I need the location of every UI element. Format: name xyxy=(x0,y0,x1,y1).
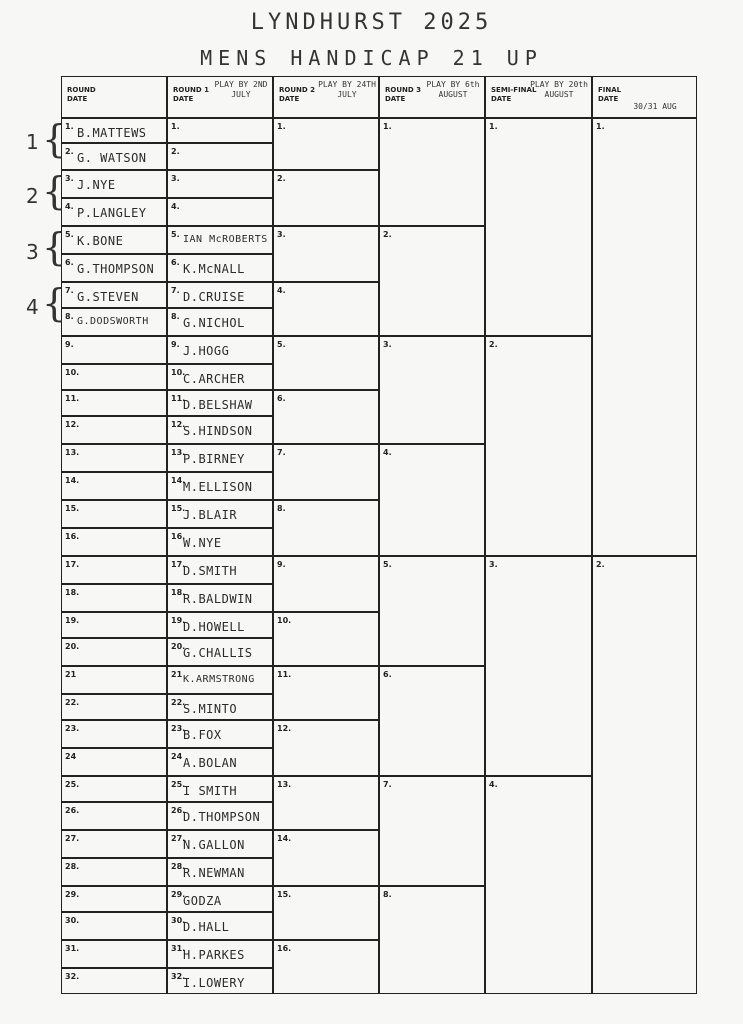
player-name: G.THOMPSON xyxy=(77,262,155,276)
slot-number: 17. xyxy=(65,560,80,569)
group-label: 4 xyxy=(26,295,39,319)
slot-number: 6. xyxy=(171,258,180,267)
player-name: N.GALLON xyxy=(183,838,245,852)
slot-number: 22. xyxy=(65,698,80,707)
slot-number: 13. xyxy=(65,448,80,457)
slot-number: 11. xyxy=(277,670,292,679)
player-name: M.ELLISON xyxy=(183,480,253,494)
page-title: LYNDHURST 2025 xyxy=(250,10,493,35)
player-slot[interactable] xyxy=(61,748,167,776)
player-name: G. WATSON xyxy=(77,151,147,165)
slot-number: 9. xyxy=(65,340,74,349)
match-slot[interactable] xyxy=(379,226,485,336)
slot-number: 11. xyxy=(171,394,186,403)
column-header-label: ROUND DATE xyxy=(67,86,96,103)
slot-number: 2. xyxy=(383,230,392,239)
match-slot[interactable] xyxy=(273,390,379,444)
player-name: H.PARKES xyxy=(183,948,245,962)
slot-number: 10. xyxy=(65,368,80,377)
column-header-label: ROUND 2 DATE xyxy=(279,86,316,103)
slot-number: 26. xyxy=(171,806,186,815)
column-header-label: ROUND 1 DATE xyxy=(173,86,210,103)
player-name: K.McNALL xyxy=(183,262,245,276)
player-slot[interactable] xyxy=(167,198,273,226)
player-name: K.ARMSTRONG xyxy=(183,674,255,685)
slot-number: 16. xyxy=(277,944,292,953)
player-name: I SMITH xyxy=(183,784,238,798)
slot-number: 1. xyxy=(65,122,74,131)
slot-number: 12. xyxy=(171,420,186,429)
slot-number: 7. xyxy=(65,286,74,295)
slot-number: 4. xyxy=(383,448,392,457)
slot-number: 32. xyxy=(65,972,80,981)
group-label: 3 xyxy=(26,240,39,264)
slot-number: 31. xyxy=(65,944,80,953)
match-slot[interactable] xyxy=(273,556,379,612)
player-name: GODZA xyxy=(183,894,222,908)
match-slot[interactable] xyxy=(379,776,485,886)
match-slot[interactable] xyxy=(273,170,379,226)
group-label: 2 xyxy=(26,184,39,208)
slot-number: 3. xyxy=(383,340,392,349)
player-name: IAN McROBERTS xyxy=(183,234,268,245)
match-slot[interactable] xyxy=(485,336,592,556)
slot-number: 4. xyxy=(277,286,286,295)
player-name: R.NEWMAN xyxy=(183,866,245,880)
slot-number: 28. xyxy=(65,862,80,871)
match-slot[interactable] xyxy=(273,336,379,390)
slot-number: 13. xyxy=(277,780,292,789)
slot-number: 27. xyxy=(65,834,80,843)
play-by-label: PLAY BY 24TH JULY xyxy=(318,80,376,99)
column-header-label: SEMI-FINAL DATE xyxy=(491,86,537,103)
slot-number: 9. xyxy=(171,340,180,349)
player-name: J.HOGG xyxy=(183,344,230,358)
player-slot[interactable] xyxy=(61,666,167,694)
slot-number: 3. xyxy=(171,174,180,183)
slot-number: 18. xyxy=(171,588,186,597)
slot-number: 9. xyxy=(277,560,286,569)
player-name: I.LOWERY xyxy=(183,976,245,990)
slot-number: 6. xyxy=(65,258,74,267)
match-slot[interactable] xyxy=(592,118,697,556)
match-slot[interactable] xyxy=(485,556,592,776)
slot-number: 28. xyxy=(171,862,186,871)
slot-number: 2. xyxy=(171,147,180,156)
slot-number: 5. xyxy=(383,560,392,569)
player-slot[interactable] xyxy=(61,336,167,364)
match-slot[interactable] xyxy=(379,444,485,556)
slot-number: 24 xyxy=(65,752,77,761)
player-name: R.BALDWIN xyxy=(183,592,253,606)
slot-number: 32. xyxy=(171,972,186,981)
player-name: D.HALL xyxy=(183,920,230,934)
player-name: G.DODSWORTH xyxy=(77,316,149,327)
slot-number: 18. xyxy=(65,588,80,597)
play-by-label: PLAY BY 6th AUGUST xyxy=(426,80,480,99)
slot-number: 20. xyxy=(171,642,186,651)
match-slot[interactable] xyxy=(379,666,485,776)
slot-number: 23. xyxy=(65,724,80,733)
slot-number: 6. xyxy=(383,670,392,679)
slot-number: 2. xyxy=(65,147,74,156)
slot-number: 13. xyxy=(171,448,186,457)
slot-number: 7. xyxy=(277,448,286,457)
slot-number: 3. xyxy=(277,230,286,239)
slot-number: 27. xyxy=(171,834,186,843)
page-subtitle: MENS HANDICAP 21 UP xyxy=(200,46,543,70)
slot-number: 7. xyxy=(171,286,180,295)
column-header-label: FINAL DATE xyxy=(598,86,622,103)
player-name: K.BONE xyxy=(77,234,124,248)
player-name: D.HOWELL xyxy=(183,620,245,634)
player-name: D.SMITH xyxy=(183,564,238,578)
slot-number: 29. xyxy=(171,890,186,899)
slot-number: 11. xyxy=(65,394,80,403)
slot-number: 19. xyxy=(65,616,80,625)
slot-number: 14. xyxy=(171,476,186,485)
slot-number: 8. xyxy=(171,312,180,321)
player-name: S.HINDSON xyxy=(183,424,253,438)
slot-number: 24 xyxy=(171,752,183,761)
slot-number: 2. xyxy=(277,174,286,183)
player-slot[interactable] xyxy=(167,170,273,198)
slot-number: 12. xyxy=(65,420,80,429)
slot-number: 7. xyxy=(383,780,392,789)
match-slot[interactable] xyxy=(273,500,379,556)
slot-number: 15. xyxy=(65,504,80,513)
slot-number: 1. xyxy=(596,122,605,131)
slot-number: 5. xyxy=(171,230,180,239)
slot-number: 3. xyxy=(489,560,498,569)
brace-icon: { xyxy=(42,281,67,325)
slot-number: 2. xyxy=(489,340,498,349)
slot-number: 23. xyxy=(171,724,186,733)
slot-number: 4. xyxy=(65,202,74,211)
slot-number: 20. xyxy=(65,642,80,651)
slot-number: 16. xyxy=(65,532,80,541)
player-name: S.MINTO xyxy=(183,702,238,716)
slot-number: 30. xyxy=(171,916,186,925)
match-slot[interactable] xyxy=(379,556,485,666)
slot-number: 16. xyxy=(171,532,186,541)
slot-number: 1. xyxy=(277,122,286,131)
match-slot[interactable] xyxy=(379,118,485,226)
match-slot[interactable] xyxy=(273,444,379,500)
column-header-label: ROUND 3 DATE xyxy=(385,86,422,103)
play-by-label: PLAY BY 20th AUGUST xyxy=(530,80,588,99)
match-slot[interactable] xyxy=(485,118,592,336)
slot-number: 31. xyxy=(171,944,186,953)
slot-number: 5. xyxy=(277,340,286,349)
brace-icon: { xyxy=(42,225,67,269)
slot-number: 25. xyxy=(65,780,80,789)
slot-number: 1. xyxy=(383,122,392,131)
slot-number: 21 xyxy=(65,670,77,679)
player-name: P.BIRNEY xyxy=(183,452,245,466)
slot-number: 17. xyxy=(171,560,186,569)
player-name: B.MATTEWS xyxy=(77,126,147,140)
slot-number: 8. xyxy=(65,312,74,321)
brace-icon: { xyxy=(42,117,67,161)
slot-number: 8. xyxy=(383,890,392,899)
slot-number: 4. xyxy=(489,780,498,789)
match-slot[interactable] xyxy=(379,336,485,444)
player-name: C.ARCHER xyxy=(183,372,245,386)
player-name: D.CRUISE xyxy=(183,290,245,304)
slot-number: 12. xyxy=(277,724,292,733)
slot-number: 25. xyxy=(171,780,186,789)
slot-number: 8. xyxy=(277,504,286,513)
group-label: 1 xyxy=(26,130,39,154)
slot-number: 15. xyxy=(171,504,186,513)
player-name: G.CHALLIS xyxy=(183,646,253,660)
brace-icon: { xyxy=(42,169,67,213)
play-by-label: 30/31 AUG xyxy=(633,102,677,111)
slot-number: 29. xyxy=(65,890,80,899)
slot-number: 10. xyxy=(171,368,186,377)
slot-number: 14. xyxy=(65,476,80,485)
player-name: P.LANGLEY xyxy=(77,206,147,220)
player-name: J.BLAIR xyxy=(183,508,238,522)
slot-number: 22. xyxy=(171,698,186,707)
player-name: D.BELSHAW xyxy=(183,398,253,412)
slot-number: 30. xyxy=(65,916,80,925)
slot-number: 5. xyxy=(65,230,74,239)
slot-number: 15. xyxy=(277,890,292,899)
slot-number: 2. xyxy=(596,560,605,569)
match-slot[interactable] xyxy=(273,282,379,336)
player-name: B.FOX xyxy=(183,728,222,742)
match-slot[interactable] xyxy=(273,118,379,170)
slot-number: 6. xyxy=(277,394,286,403)
player-slot[interactable] xyxy=(167,118,273,143)
slot-number: 26. xyxy=(65,806,80,815)
slot-number: 1. xyxy=(171,122,180,131)
match-slot[interactable] xyxy=(273,226,379,282)
slot-number: 1. xyxy=(489,122,498,131)
slot-number: 10. xyxy=(277,616,292,625)
slot-number: 19. xyxy=(171,616,186,625)
player-name: J.NYE xyxy=(77,178,116,192)
player-name: G.NICHOL xyxy=(183,316,245,330)
player-slot[interactable] xyxy=(167,143,273,170)
slot-number: 3. xyxy=(65,174,74,183)
player-name: W.NYE xyxy=(183,536,222,550)
slot-number: 21 xyxy=(171,670,183,679)
match-slot[interactable] xyxy=(485,776,592,994)
slot-number: 14. xyxy=(277,834,292,843)
player-name: D.THOMPSON xyxy=(183,810,261,824)
player-name: G.STEVEN xyxy=(77,290,139,304)
match-slot[interactable] xyxy=(592,556,697,994)
player-name: A.BOLAN xyxy=(183,756,238,770)
match-slot[interactable] xyxy=(379,886,485,994)
play-by-label: PLAY BY 2ND JULY xyxy=(214,80,268,99)
slot-number: 4. xyxy=(171,202,180,211)
